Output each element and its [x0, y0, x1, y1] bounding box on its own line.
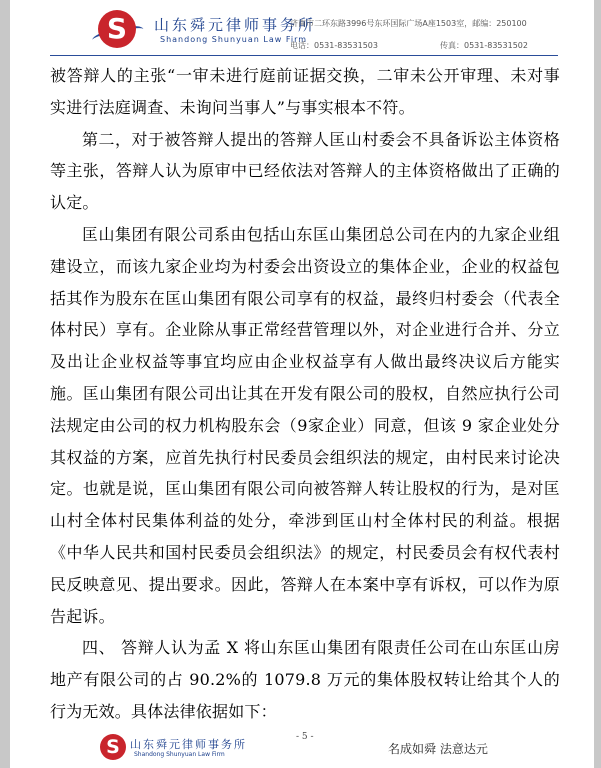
page-number: - 5 -	[296, 732, 314, 742]
paragraph: 四、 答辩人认为孟 X 将山东匡山集团有限责任公司在山东匡山房地产有限公司的占 90.2%的 1079.8 万元的集体股权转让给其个人的行为无效。具体法律依据如下：	[50, 638, 560, 721]
firm-phone: 电话：0531-83531503	[290, 41, 378, 50]
document-page	[10, 0, 594, 768]
document-body	[50, 60, 560, 728]
paragraph: 第二，对于被答辩人提出的答辩人匡山村委会不具备诉讼主体资格等主张，答辩人认为原审中已经依法对答辩人的主体资格做出了正确的认定。	[50, 129, 560, 213]
footer-firm-name-cn: 山东舜元律师事务所	[130, 738, 247, 751]
page-left-margin	[0, 0, 10, 768]
footer-firm-name-en: Shandong Shunyuan Law Firm	[134, 751, 225, 758]
paragraph: 匡山集团有限公司系由包括山东匡山集团总公司在内的九家企业组建设立，而该九家企业均为村委会出资设立的集体企业，企业的权益包括其作为股东在匡山集团有限公司享有的权益，最终归村委会（代表全体村民）享有。企业除从事正常经营管理以外，对企业进行合并、分立及出让企业权益等事宜均应由企业权益享有人做出最终决议后方能实施。匡山集团有限公司出让其在开发有限公司的股权，自然应执行公司法规定由公司的权力机构股东会（9家企业）同意，但该 9 家企业处分其权益的方案，应首先执行村民委员会组织法的规定，由村民来讨论决定。也就是说，匡山集团有限公司向被答辩人转让股权的行为，是对匡山村全体村民集体利益的处分，牵涉到匡山村全体村民的利益。根据《中华人民共和国村民委员会组织法》的规定，村民委员会有权代表村民反映意见、提出要求。因此，答辩人在本案中享有诉权，可以作为原告起诉。	[50, 224, 560, 626]
letterhead	[98, 8, 588, 52]
firm-fax: 传真：0531-83531502	[440, 41, 528, 50]
firm-logo: S	[98, 10, 136, 48]
firm-name-cn: 山东舜元律师事务所	[154, 16, 317, 34]
paragraph: 被答辩人的主张“一审未进行庭前证据交换，二审未公开审理、未对事实进行法庭调查、未询问当事人”与事实根本不符。	[50, 66, 560, 117]
firm-motto: 名成如舜 法意达元	[388, 742, 488, 756]
page-right-margin	[594, 0, 601, 768]
firm-address: 济南市二环东路3996号东环国际广场A座1503室，邮编：250100	[290, 19, 527, 28]
firm-name-en: Shandong Shunyuan Law Firm	[160, 35, 308, 44]
header-divider	[50, 55, 558, 56]
page-footer	[100, 732, 580, 762]
footer-logo: S	[100, 734, 126, 760]
